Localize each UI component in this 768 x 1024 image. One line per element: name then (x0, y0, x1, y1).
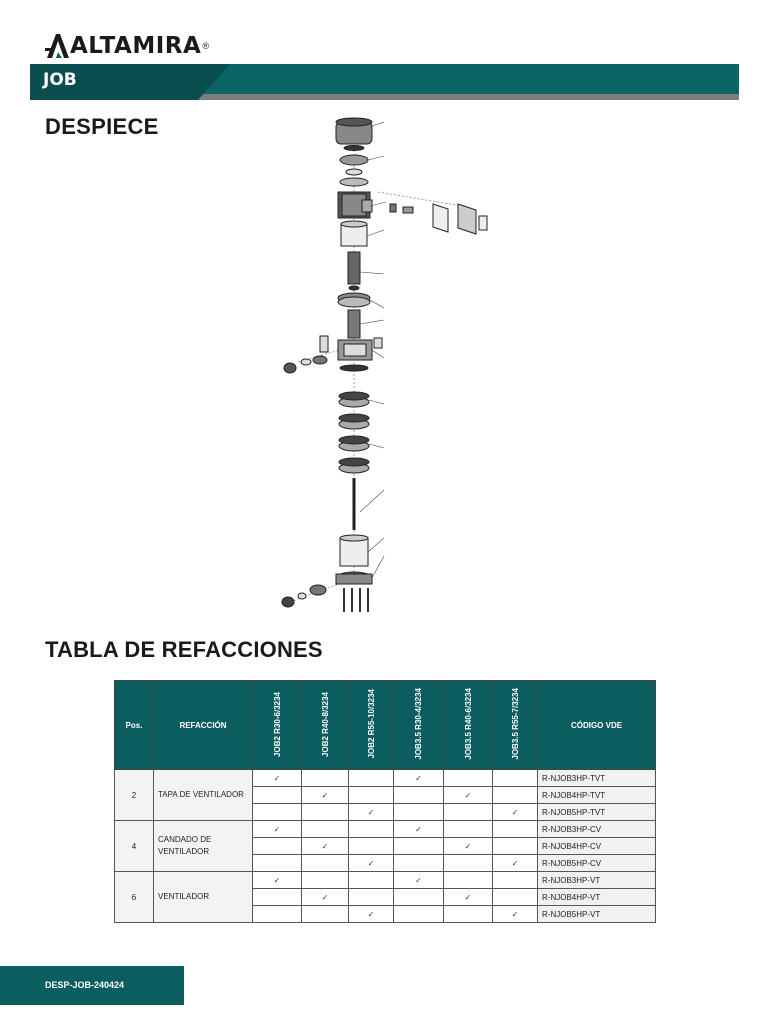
check-mark-icon: ✓ (253, 770, 302, 787)
col-header-code: CÓDIGO VDE (538, 681, 656, 770)
brand-wordmark: ALTAMIRA (70, 33, 202, 59)
empty-cell (493, 770, 538, 787)
check-mark-icon: ✓ (349, 855, 394, 872)
empty-cell (444, 872, 493, 889)
footer-bar (0, 966, 184, 1005)
check-mark-icon: ✓ (394, 872, 444, 889)
part-position: 6 (115, 872, 154, 923)
part-code: R-NJOB5HP-CV (538, 855, 656, 872)
empty-cell (349, 872, 394, 889)
table-row (115, 872, 656, 889)
part-name: VENTILADOR (154, 872, 253, 923)
pump-exploded-drawing (278, 112, 500, 614)
col-header-model: JOB3.5 R30-4/3234 (394, 681, 444, 770)
check-mark-icon: ✓ (444, 787, 493, 804)
col-header-model: JOB2 R30-6/3234 (253, 681, 302, 770)
part-code: R-NJOB3HP-TVT (538, 770, 656, 787)
col-header-model: JOB2 R55-10/3234 (349, 681, 394, 770)
part-position: 2 (115, 770, 154, 821)
empty-cell (302, 770, 349, 787)
check-mark-icon: ✓ (493, 855, 538, 872)
empty-cell (493, 872, 538, 889)
empty-cell (394, 804, 444, 821)
check-mark-icon: ✓ (444, 889, 493, 906)
check-mark-icon: ✓ (493, 906, 538, 923)
empty-cell (444, 855, 493, 872)
col-header-model: JOB3.5 R40-6/3234 (444, 681, 493, 770)
registered-mark: ® (202, 41, 209, 51)
empty-cell (253, 855, 302, 872)
empty-cell (302, 821, 349, 838)
section-banner (30, 64, 739, 100)
check-mark-icon: ✓ (394, 770, 444, 787)
empty-cell (302, 906, 349, 923)
empty-cell (394, 855, 444, 872)
parts-table-title: TABLA DE REFACCIONES (45, 637, 323, 662)
part-code: R-NJOB3HP-CV (538, 821, 656, 838)
empty-cell (444, 804, 493, 821)
parts-table (114, 680, 656, 923)
altamira-a-logo-icon (45, 34, 69, 58)
part-code: R-NJOB5HP-VT (538, 906, 656, 923)
empty-cell (253, 889, 302, 906)
empty-cell (302, 804, 349, 821)
col-header-model: JOB2 R40-8/3234 (302, 681, 349, 770)
check-mark-icon: ✓ (253, 872, 302, 889)
part-code: R-NJOB5HP-TVT (538, 804, 656, 821)
part-code: R-NJOB4HP-VT (538, 889, 656, 906)
empty-cell (349, 770, 394, 787)
check-mark-icon: ✓ (444, 838, 493, 855)
empty-cell (302, 855, 349, 872)
check-mark-icon: ✓ (493, 804, 538, 821)
empty-cell (444, 906, 493, 923)
part-code: R-NJOB4HP-CV (538, 838, 656, 855)
empty-cell (253, 906, 302, 923)
empty-cell (394, 838, 444, 855)
empty-cell (349, 821, 394, 838)
empty-cell (493, 821, 538, 838)
check-mark-icon: ✓ (394, 821, 444, 838)
part-name: TAPA DE VENTILADOR (154, 770, 253, 821)
table-row (115, 770, 656, 787)
empty-cell (349, 787, 394, 804)
col-header-model: JOB3.5 R55-7/3234 (493, 681, 538, 770)
empty-cell (302, 872, 349, 889)
empty-cell (253, 787, 302, 804)
col-header-pos: Pos. (115, 681, 154, 770)
table-row (115, 821, 656, 838)
check-mark-icon: ✓ (349, 906, 394, 923)
empty-cell (394, 889, 444, 906)
empty-cell (253, 838, 302, 855)
check-mark-icon: ✓ (302, 838, 349, 855)
empty-cell (349, 889, 394, 906)
part-code: R-NJOB3HP-VT (538, 872, 656, 889)
part-code: R-NJOB4HP-TVT (538, 787, 656, 804)
check-mark-icon: ✓ (349, 804, 394, 821)
empty-cell (253, 804, 302, 821)
brand-logo (45, 34, 209, 58)
empty-cell (493, 838, 538, 855)
section-label: JOB (43, 70, 77, 90)
col-header-part: REFACCIÓN (154, 681, 253, 770)
empty-cell (493, 787, 538, 804)
empty-cell (394, 787, 444, 804)
empty-cell (493, 889, 538, 906)
empty-cell (444, 770, 493, 787)
part-name: CANDADO DE VENTILADOR (154, 821, 253, 872)
part-position: 4 (115, 821, 154, 872)
check-mark-icon: ✓ (302, 787, 349, 804)
empty-cell (444, 821, 493, 838)
empty-cell (394, 906, 444, 923)
document-code: DESP-JOB-240424 (45, 980, 125, 990)
empty-cell (349, 838, 394, 855)
check-mark-icon: ✓ (253, 821, 302, 838)
check-mark-icon: ✓ (302, 889, 349, 906)
exploded-view-title: DESPIECE (45, 114, 159, 139)
